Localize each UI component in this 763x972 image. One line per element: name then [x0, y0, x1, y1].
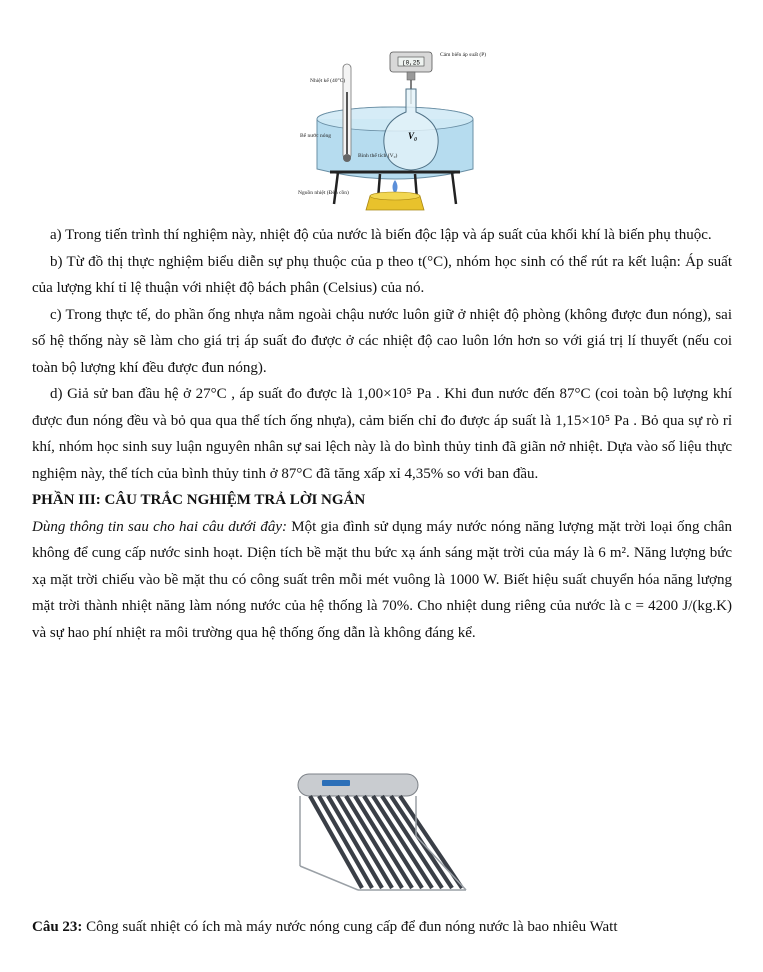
- question-23: [32, 919, 732, 936]
- flask-label: Bình thể tích (V₀): [358, 153, 398, 159]
- intro-text: Một gia đình sử dụng máy nước nóng năng lượng mặt trời loại ống chân không để cung cấp nước sinh hoạt. Diện tích bề mặt thu bức xạ ánh sáng mặt trời của máy là 6 m². Năng lượng bức xạ mặt trời chiếu vào bề mặt thu có công suất trên mỗi mét vuông là 1000 W. Biết hiệu suất chuyển hóa năng lượng mặt trời thành nhiệt năng làm nóng nước của hệ thống là 70%. Cho nhiệt dung riêng của nước là c = 4200 J/(kg.K) và sự hao phí nhiệt ra môi trường qua hệ thống ống dẫn là không đáng kể.: [32, 518, 732, 641]
- section-heading: PHẦN III: CÂU TRẮC NGHIỆM TRẢ LỜI NGẮN: [32, 492, 366, 508]
- bath-label: Bể nước nóng: [300, 133, 331, 139]
- heat-source-label: Nguồn nhiệt (Đèn cồn): [298, 190, 349, 196]
- question-23-text: Công suất nhiệt có ích mà máy nước nóng cung cấp để đun nóng nước là bao nhiêu Watt: [82, 919, 618, 935]
- statement-b: b) Từ đồ thị thực nghiệm biểu diễn sự phụ thuộc của p theo t(°C), nhóm học sinh có thể rút ra kết luận: Áp suất của lượng khí tỉ lệ thuận với nhiệt độ bách phân (Celsius) của nó.: [32, 253, 732, 296]
- intro-italic: Dùng thông tin sau cho hai câu dưới đây:: [32, 518, 288, 535]
- section-intro: [32, 514, 732, 647]
- thermometer-label: Nhiệt kế (40°C): [310, 78, 346, 84]
- statement-a: a) Trong tiến trình thí nghiệm này, nhiệt độ của nước là biến độc lập và áp suất của khối khí là biến phụ thuộc.: [50, 227, 712, 243]
- statements-block: [32, 222, 732, 646]
- experiment-figure: [290, 44, 487, 216]
- gauge-reading: (0,25: [401, 59, 421, 67]
- solar-heater-figure: [292, 770, 470, 894]
- question-23-label: Câu 23:: [32, 919, 83, 935]
- sensor-label: Cảm biến áp suất (P): [440, 52, 487, 58]
- statement-d: d) Giả sử ban đầu hệ ở 27°C , áp suất đo được là 1,00×10⁵ Pa . Khi đun nước đến 87°C (coi toàn bộ lượng khí được đun nóng đều và bỏ qua qua thể tích ống nhựa), cảm biến chỉ đo được áp suất là 1,15×10⁵ Pa . Bỏ qua sự rò rỉ khí, nhóm học sinh suy luận nguyên nhân sự sai lệch này là do bình thủy tinh đã giãn nở nhiệt. Dựa vào số liệu thực nghiệm này, thể tích của bình thủy tinh ở 87°C đã tăng xấp xỉ 4,35% so với ban đầu.: [32, 386, 732, 482]
- volume-label: V₀: [408, 131, 418, 141]
- statement-c: c) Trong thực tế, do phần ống nhựa nằm ngoài chậu nước luôn giữ ở nhiệt độ phòng (không được đun nóng), sai số hệ thống này sẽ làm cho giá trị áp suất đo được ở các nhiệt độ cao luôn lớn hơn so với giá trị lí thuyết (nếu coi toàn bộ lượng khí đều được đun nóng).: [32, 306, 732, 376]
